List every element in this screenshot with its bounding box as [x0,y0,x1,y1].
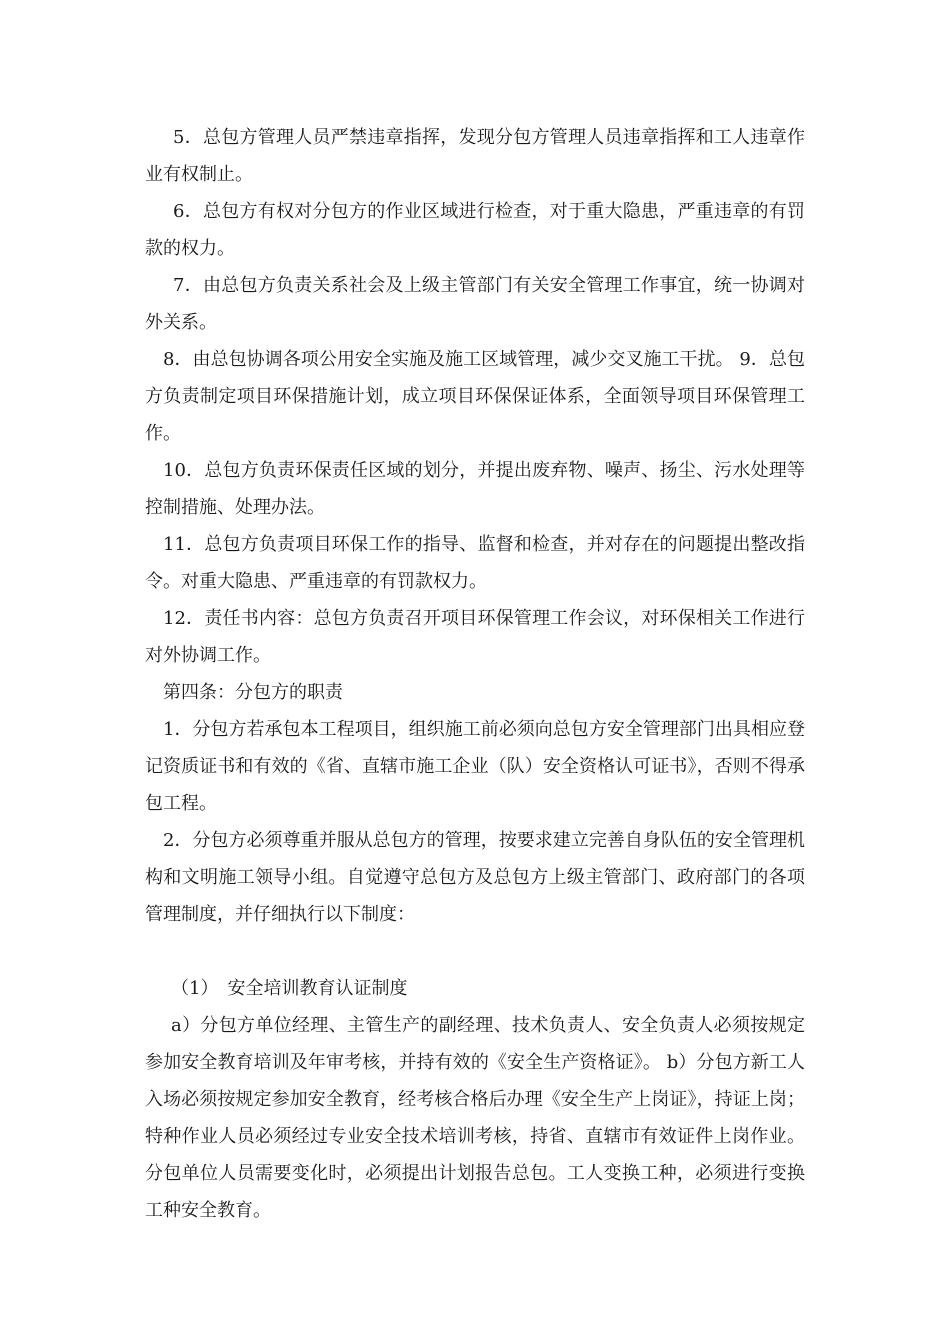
paragraph-item-8-9: 8．由总包协调各项公用安全实施及施工区域管理，减少交叉施工干扰。 9．总包方负责制定项目环保措施计划，成立项目环保保证体系，全面领导项目环保管理工作。 [145,349,805,444]
paragraph-subcontractor-1: 1．分包方若承包本工程项目，组织施工前必须向总包方安全管理部门出具相应登记资质证书和有效的《省、直辖市施工企业（队）安全资格认可证书》，否则不得承包工程。 [145,719,805,814]
paragraph-item-12: 12．责任书内容：总包方负责召开项目环保管理工作会议，对环保相关工作进行对外协调工作。 [145,608,805,666]
paragraph-item-11: 11．总包方负责项目环保工作的指导、监督和检查，并对存在的问题提出整改指令。对重大隐患、严重违章的有罚款权力。 [145,534,805,592]
paragraph-item-7: 7．由总包方负责关系社会及上级主管部门有关安全管理工作事宜，统一协调对外关系。 [145,275,805,333]
paragraph-subcontractor-2: 2．分包方必须尊重并服从总包方的管理，按要求建立完善自身队伍的安全管理机构和文明施工领导小组。自觉遵守总包方及总包方上级主管部门、政府部门的各项管理制度，并仔细执行以下制度： [145,830,805,925]
paragraph-item-10: 10．总包方负责环保责任区域的划分，并提出废弃物、噪声、扬尘、污水处理等控制措施、处理办法。 [145,460,805,518]
paragraph-training-rules: a）分包方单位经理、主管生产的副经理、技术负责人、安全负责人必须按规定参加安全教育培训及年审考核，并持有效的《安全生产资格证》。 b）分包方新工人入场必须按规定参加安全教育，经考核合格后办理《安全生产上岗证》，持证上岗；特种作业人员必须经过专业安全技术培训考核，持省、直辖市有效证件上岗作业。分包单位人员需要变化时，必须提出计划报告总包。工人变换工种，必须进行变换工种安全教育。 [145,1015,805,1221]
document-body [145,119,805,1229]
paragraph-spacer [145,933,805,970]
paragraph-item-5: 5．总包方管理人员严禁违章指挥，发现分包方管理人员违章指挥和工人违章作业有权制止。 [145,127,805,185]
section-heading-article-4: 第四条：分包方的职责 [163,682,343,703]
subsection-heading-training: （1） 安全培训教育认证制度 [171,978,408,999]
paragraph-item-6: 6．总包方有权对分包方的作业区域进行检查，对于重大隐患，严重违章的有罚款的权力。 [145,201,805,259]
